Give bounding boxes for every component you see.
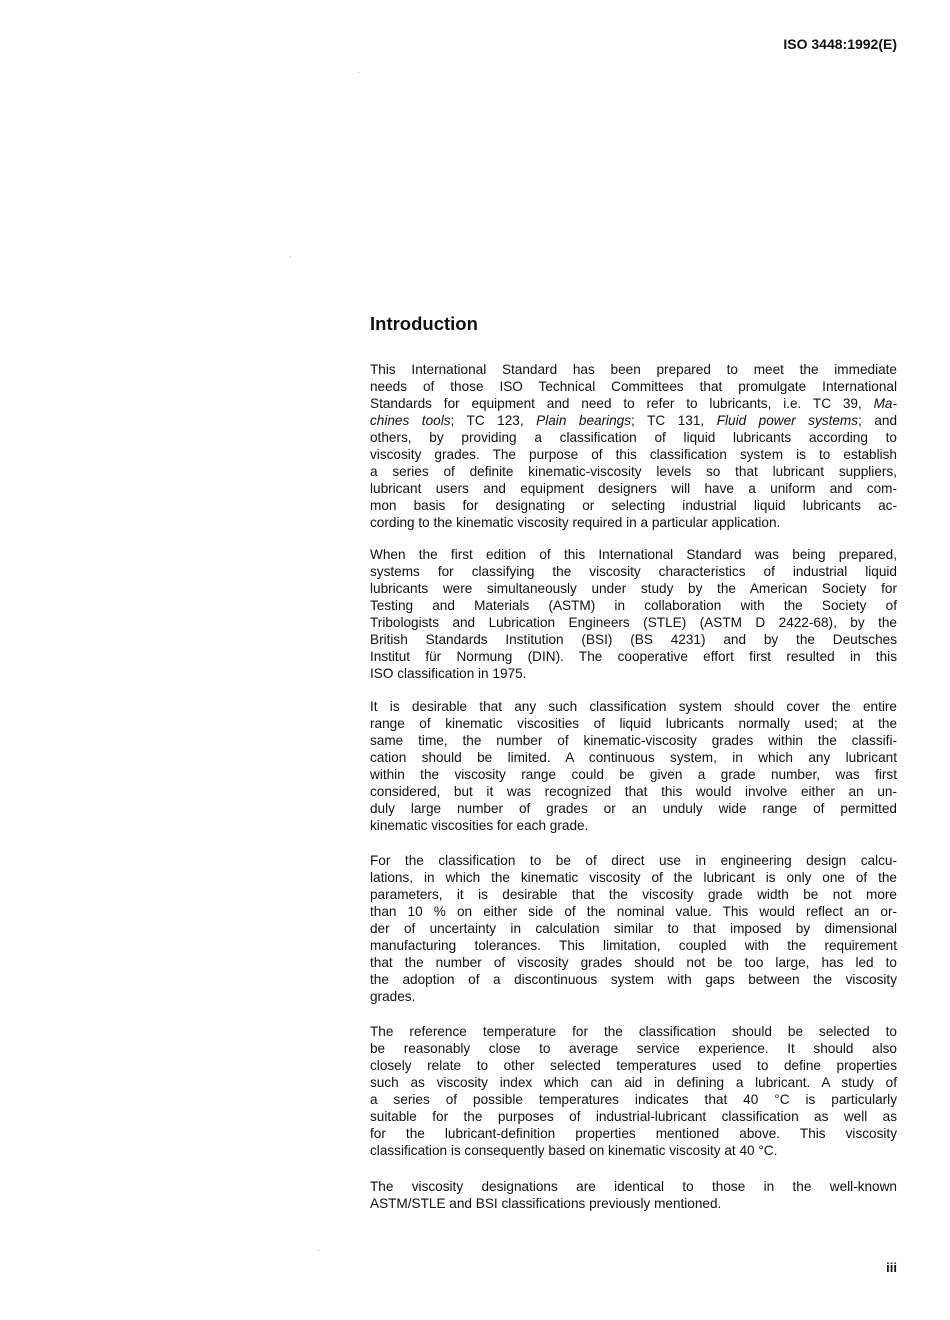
- text-line: [370, 954, 897, 971]
- text-segment: kinematic viscosities for each grade.: [370, 818, 589, 833]
- text-line: [370, 937, 897, 954]
- text-segment: viscosity grades. The purpose of this classification system is to establish: [370, 447, 897, 462]
- text-segment: within the viscosity range could be given a grade number, was first: [370, 767, 897, 782]
- text-line: [370, 1142, 897, 1159]
- text-segment: range of kinematic viscosities of liquid lubricants normally used; at the: [370, 716, 897, 731]
- text-line: [370, 920, 897, 937]
- scan-speck: [318, 1250, 319, 1251]
- text-segment: When the first edition of this International Standard was being prepared,: [370, 547, 897, 562]
- text-line: [370, 1178, 897, 1195]
- text-line: [370, 783, 897, 800]
- text-line: [370, 361, 897, 378]
- text-segment: ISO classification in 1975.: [370, 666, 527, 681]
- text-line: [370, 665, 897, 682]
- text-line: [370, 766, 897, 783]
- text-segment: that the number of viscosity grades should not be too large, has led to: [370, 955, 897, 970]
- text-segment: lubricant users and equipment designers will have a uniform and com-: [370, 481, 897, 496]
- text-line: [370, 631, 897, 648]
- text-segment: a series of definite kinematic-viscosity levels so that lubricant suppliers,: [370, 464, 897, 479]
- text-segment: closely relate to other selected temperatures used to define properties: [370, 1058, 897, 1073]
- text-segment: considered, but it was recognized that this would involve either an un-: [370, 784, 897, 799]
- paragraph-6: [370, 1178, 897, 1212]
- text-segment: cation should be limited. A continuous system, in which any lubricant: [370, 750, 897, 765]
- text-segment: ; TC 123,: [450, 413, 537, 428]
- text-segment: cording to the kinematic viscosity required in a particular application.: [370, 515, 781, 530]
- text-line: [370, 988, 897, 1005]
- paragraph-2: [370, 546, 897, 682]
- text-segment: such as viscosity index which can aid in defining a lubricant. A study of: [370, 1075, 897, 1090]
- paragraph-4: [370, 852, 897, 1005]
- text-line: [370, 597, 897, 614]
- text-line: [370, 1074, 897, 1091]
- text-segment: others, by providing a classification of liquid lubricants according to: [370, 430, 897, 445]
- text-line: [370, 514, 897, 531]
- text-segment: Standards for equipment and need to refer to lubricants, i.e. TC 39,: [370, 396, 874, 411]
- section-title: Introduction: [370, 313, 478, 334]
- text-line: [370, 1023, 897, 1040]
- text-segment: manufacturing tolerances. This limitation, coupled with the requirement: [370, 938, 897, 953]
- text-line: [370, 852, 897, 869]
- text-line: [370, 446, 897, 463]
- text-line: [370, 563, 897, 580]
- text-segment: British Standards Institution (BSI) (BS 4231) and by the Deutsches: [370, 632, 897, 647]
- text-segment: der of uncertainty in calculation similar to that imposed by dimensional: [370, 921, 897, 936]
- text-segment: It is desirable that any such classification system should cover the entire: [370, 699, 897, 714]
- text-segment: duly large number of grades or an unduly wide range of permitted: [370, 801, 897, 816]
- text-segment: The reference temperature for the classification should be selected to: [370, 1024, 897, 1039]
- text-line: [370, 614, 897, 631]
- text-segment: same time, the number of kinematic-viscosity grades within the classifi-: [370, 733, 897, 748]
- text-segment: Institut für Normung (DIN). The cooperative effort first resulted in this: [370, 649, 897, 664]
- text-line: [370, 1195, 897, 1212]
- text-segment: For the classification to be of direct use in engineering design calcu-: [370, 853, 897, 868]
- text-segment: grades.: [370, 989, 416, 1004]
- text-line: [370, 886, 897, 903]
- paragraph-1: [370, 361, 897, 531]
- paragraph-5: [370, 1023, 897, 1159]
- text-segment: lubricants were simultaneously under study by the American Society for: [370, 581, 897, 596]
- text-line: [370, 1091, 897, 1108]
- text-line: [370, 378, 897, 395]
- italic-text: Plain bearings: [536, 413, 632, 428]
- text-line: [370, 1057, 897, 1074]
- text-line: [370, 971, 897, 988]
- text-segment: be reasonably close to average service experience. It should also: [370, 1041, 897, 1056]
- text-segment: Tribologists and Lubrication Engineers (STLE) (ASTM D 2422-68), by the: [370, 615, 897, 630]
- page-number: iii: [886, 1260, 897, 1275]
- text-line: [370, 546, 897, 563]
- text-line: [370, 817, 897, 834]
- text-segment: This International Standard has been prepared to meet the immediate: [370, 362, 897, 377]
- text-segment: ; TC 131,: [631, 413, 717, 428]
- text-segment: lations, in which the kinematic viscosity of the lubricant is only one of the: [370, 870, 897, 885]
- italic-text: Ma-: [873, 396, 897, 411]
- italic-text: Fluid power systems: [716, 413, 859, 428]
- text-line: [370, 1125, 897, 1142]
- text-segment: classification is consequently based on kinematic viscosity at 40 °C.: [370, 1143, 778, 1158]
- text-line: [370, 580, 897, 597]
- text-segment: suitable for the purposes of industrial-lubricant classification as well as: [370, 1109, 897, 1124]
- text-line: [370, 869, 897, 886]
- text-line: [370, 1040, 897, 1057]
- text-segment: ASTM/STLE and BSI classifications previously mentioned.: [370, 1196, 722, 1211]
- text-line: [370, 1108, 897, 1125]
- text-segment: for the lubricant-definition properties mentioned above. This viscosity: [370, 1126, 897, 1141]
- text-segment: The viscosity designations are identical to those in the well-known: [370, 1179, 897, 1194]
- text-line: [370, 903, 897, 920]
- text-line: [370, 800, 897, 817]
- text-line: [370, 648, 897, 665]
- text-line: [370, 497, 897, 514]
- text-line: [370, 715, 897, 732]
- paragraph-3: [370, 698, 897, 834]
- text-segment: mon basis for designating or selecting industrial liquid lubricants ac-: [370, 498, 897, 513]
- text-line: [370, 749, 897, 766]
- text-segment: Testing and Materials (ASTM) in collaboration with the Society of: [370, 598, 897, 613]
- text-line: [370, 698, 897, 715]
- text-segment: ; and: [858, 413, 898, 428]
- italic-text: chines tools: [370, 413, 451, 428]
- text-line: [370, 412, 897, 429]
- text-line: [370, 429, 897, 446]
- text-segment: a series of possible temperatures indicates that 40 °C is particularly: [370, 1092, 897, 1107]
- text-segment: the adoption of a discontinuous system with gaps between the viscosity: [370, 972, 897, 987]
- text-segment: parameters, it is desirable that the viscosity grade width be not more: [370, 887, 897, 902]
- document-id-header: ISO 3448:1992(E): [783, 36, 897, 52]
- text-line: [370, 480, 897, 497]
- text-line: [370, 463, 897, 480]
- scan-speck: [290, 256, 291, 257]
- text-line: [370, 732, 897, 749]
- text-segment: needs of those ISO Technical Committees that promulgate International: [370, 379, 897, 394]
- text-segment: systems for classifying the viscosity characteristics of industrial liquid: [370, 564, 897, 579]
- text-segment: than 10 % on either side of the nominal value. This would reflect an or-: [370, 904, 897, 919]
- scan-speck: [358, 72, 359, 73]
- text-line: [370, 395, 897, 412]
